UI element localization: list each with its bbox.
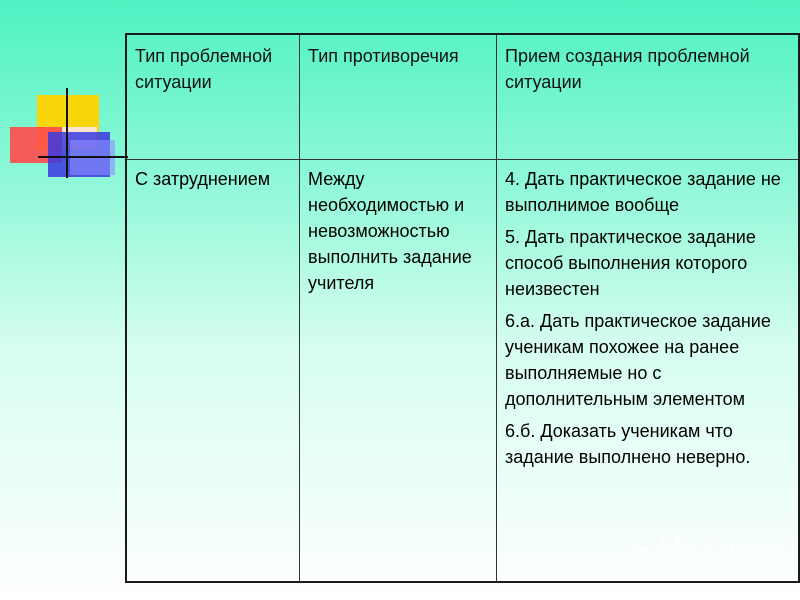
watermark (620, 532, 799, 566)
cell-type-contradiction: Между необходимостью и невозможностью выполнить задание учителя (300, 160, 497, 583)
method-item: 6.а. Дать практическое задание ученикам похожее на ранее выполняемые но с дополнительным элементом (505, 311, 771, 409)
watermark-logo-icon (620, 534, 654, 564)
table-row (126, 160, 799, 583)
method-item: 5. Дать практическое задание способ выполнения которого неизвестен (505, 227, 756, 299)
problem-situation-table (125, 33, 800, 583)
cell-type-situation: С затруднением (126, 160, 300, 583)
table-header-row (126, 34, 799, 160)
method-item: 4. Дать практическое задание не выполнимое вообще (505, 169, 781, 215)
header-cell-type-contradiction: Тип противоречия (300, 34, 497, 160)
cell-methods (497, 160, 800, 583)
method-item: 6.б. Доказать ученикам что задание выполнено неверно. (505, 421, 751, 467)
header-cell-method: Прием создания проблемной ситуации (497, 34, 800, 160)
watermark-text: MyShared (658, 532, 799, 565)
header-cell-type-situation: Тип проблемной ситуации (126, 34, 300, 160)
decorative-squares (0, 0, 130, 200)
